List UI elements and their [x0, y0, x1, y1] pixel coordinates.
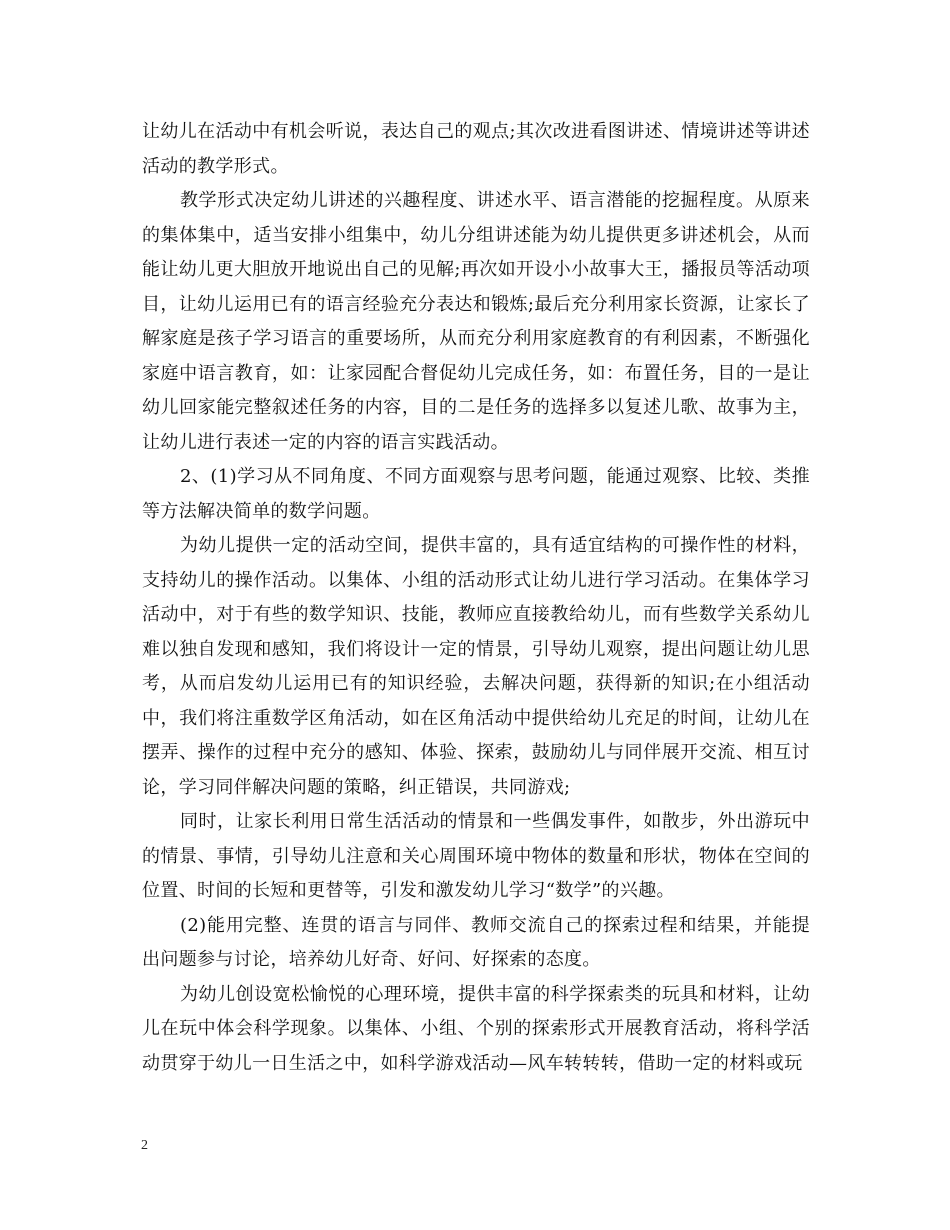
body-text — [142, 115, 810, 1081]
paragraph-6: (2)能用完整、连贯的语言与同伴、教师交流自己的探索过程和结果，并能提出问题参与讨论，培养幼儿好奇、好问、好探索的态度。 — [142, 914, 810, 970]
paragraph-1: 让幼儿在活动中有机会听说，表达自己的观点;其次改进看图讲述、情境讲述等讲述活动的教学形式。 — [142, 121, 810, 177]
paragraph-5: 同时，让家长利用日常生活活动的情景和一些偶发事件，如散步，外出游玩中的情景、事情，引导幼儿注意和关心周围环境中物体的数量和形状，物体在空间的位置、时间的长短和更替等，引发和激发幼儿学习“数学”的兴趣。 — [142, 811, 810, 901]
paragraph-2: 教学形式决定幼儿讲述的兴趣程度、讲述水平、语言潜能的挖掘程度。从原来的集体集中，适当安排小组集中，幼儿分组讲述能为幼儿提供更多讲述机会，从而能让幼儿更大胆放开地说出自己的见解;再次如开设小小故事大王，播报员等活动项目，让幼儿运用已有的语言经验充分表达和锻炼;最后充分利用家长资源，让家长了解家庭是孩子学习语言的重要场所，从而充分利用家庭教育的有利因素，不断强化家庭中语言教育，如：让家园配合督促幼儿完成任务，如：布置任务，目的一是让幼儿回家能完整叙述任务的内容，目的二是任务的选择多以复述儿歌、故事为主，让幼儿进行表述一定的内容的语言实践活动。 — [142, 190, 810, 453]
page-number: 2 — [141, 1138, 148, 1153]
paragraph-7: 为幼儿创设宽松愉悦的心理环境，提供丰富的科学探索类的玩具和材料，让幼儿在玩中体会科学现象。以集体、小组、个别的探索形式开展教育活动，将科学活动贯穿于幼儿一日生活之中，如科学游戏活动—风车转转转，借助一定的材料或玩 — [142, 983, 810, 1074]
paragraph-3: 2、(1)学习从不同角度、不同方面观察与思考问题，能通过观察、比较、类推等方法解决简单的数学问题。 — [142, 466, 810, 522]
paragraph-4: 为幼儿提供一定的活动空间，提供丰富的，具有适宜结构的可操作性的材料，支持幼儿的操作活动。以集体、小组的活动形式让幼儿进行学习活动。在集体学习活动中，对于有些的数学知识、技能，教师应直接教给幼儿，而有些数学关系幼儿难以独自发现和感知，我们将设计一定的情景，引导幼儿观察，提出问题让幼儿思考，从而启发幼儿运用已有的知识经验，去解决问题，获得新的知识;在小组活动中，我们将注重数学区角活动，如在区角活动中提供给幼儿充足的时间，让幼儿在摆弄、操作的过程中充分的感知、体验、探索，鼓励幼儿与同伴展开交流、相互讨论，学习同伴解决问题的策略，纠正错误，共同游戏; — [142, 535, 810, 798]
